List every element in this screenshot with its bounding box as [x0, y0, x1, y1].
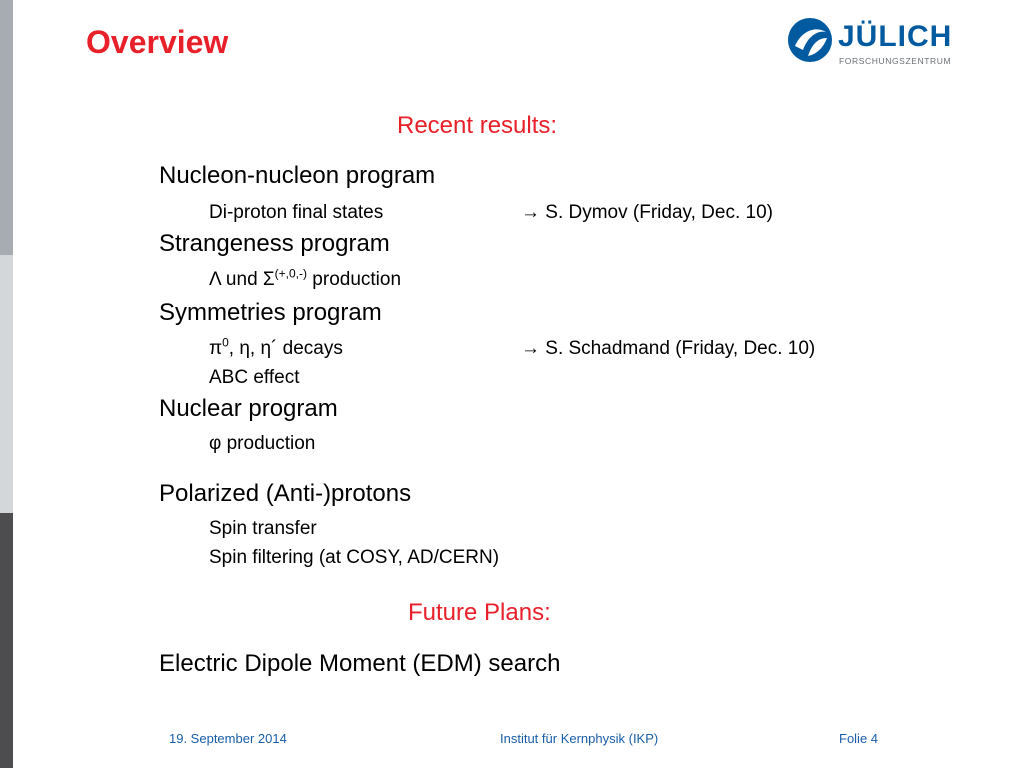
item-spin-transfer: Spin transfer — [209, 518, 317, 539]
ref-dymov — [521, 202, 773, 224]
ref-dymov-text: S. Dymov (Friday, Dec. 10) — [545, 202, 773, 223]
footer-slide-number: Folie 4 — [839, 731, 879, 746]
eta-decays-text: , η, η´ decays — [228, 338, 343, 359]
sigma-superscript: (+,0,-) — [274, 266, 308, 281]
section-heading-nucleon: Nucleon-nucleon program — [159, 162, 436, 189]
slide-title: Overview — [86, 24, 229, 60]
pi-superscript: 0 — [222, 335, 229, 350]
logo-subtitle: FORSCHUNGSZENTRUM — [839, 56, 952, 66]
section-heading-strangeness: Strangeness program — [159, 230, 390, 257]
lambda-symbol: Λ — [209, 269, 221, 290]
logo-wordmark: JÜLICH — [838, 20, 953, 53]
future-plans-heading: Future Plans: — [408, 599, 551, 626]
footer-date: 19. September 2014 — [169, 731, 287, 746]
julich-logo-icon — [786, 16, 834, 64]
item-diproton: Di-proton final states — [209, 202, 384, 223]
section-heading-polarized: Polarized (Anti-)protons — [159, 480, 412, 507]
item-meson-decays — [209, 335, 343, 360]
phi-symbol: φ — [209, 433, 222, 454]
item-spin-filtering: Spin filtering (at COSY, AD/CERN) — [209, 547, 500, 568]
julich-logo — [786, 16, 956, 72]
side-stripe-middle — [0, 255, 13, 513]
arrow-right-icon: → — [521, 202, 540, 223]
arrow-right-icon: → — [521, 338, 540, 359]
sigma-symbol: Σ — [262, 269, 275, 290]
phi-production-text: production — [221, 433, 316, 454]
side-stripe-bottom — [0, 513, 13, 768]
pi-symbol: π — [209, 338, 223, 359]
ref-schadmand — [521, 338, 815, 360]
ref-schadmand-text: S. Schadmand (Friday, Dec. 10) — [545, 338, 816, 359]
section-heading-symmetries: Symmetries program — [159, 299, 382, 326]
item-phi-production — [209, 433, 315, 455]
recent-results-heading: Recent results: — [397, 112, 558, 139]
future-item-edm: Electric Dipole Moment (EDM) search — [159, 650, 561, 677]
und-text: und — [220, 269, 263, 290]
footer-institute: Institut für Kernphysik (IKP) — [500, 731, 659, 746]
item-lambda-sigma — [209, 266, 402, 291]
side-stripe-top — [0, 0, 13, 255]
item-abc-effect: ABC effect — [209, 367, 300, 388]
production-text: production — [307, 269, 402, 290]
section-heading-nuclear: Nuclear program — [159, 395, 338, 422]
